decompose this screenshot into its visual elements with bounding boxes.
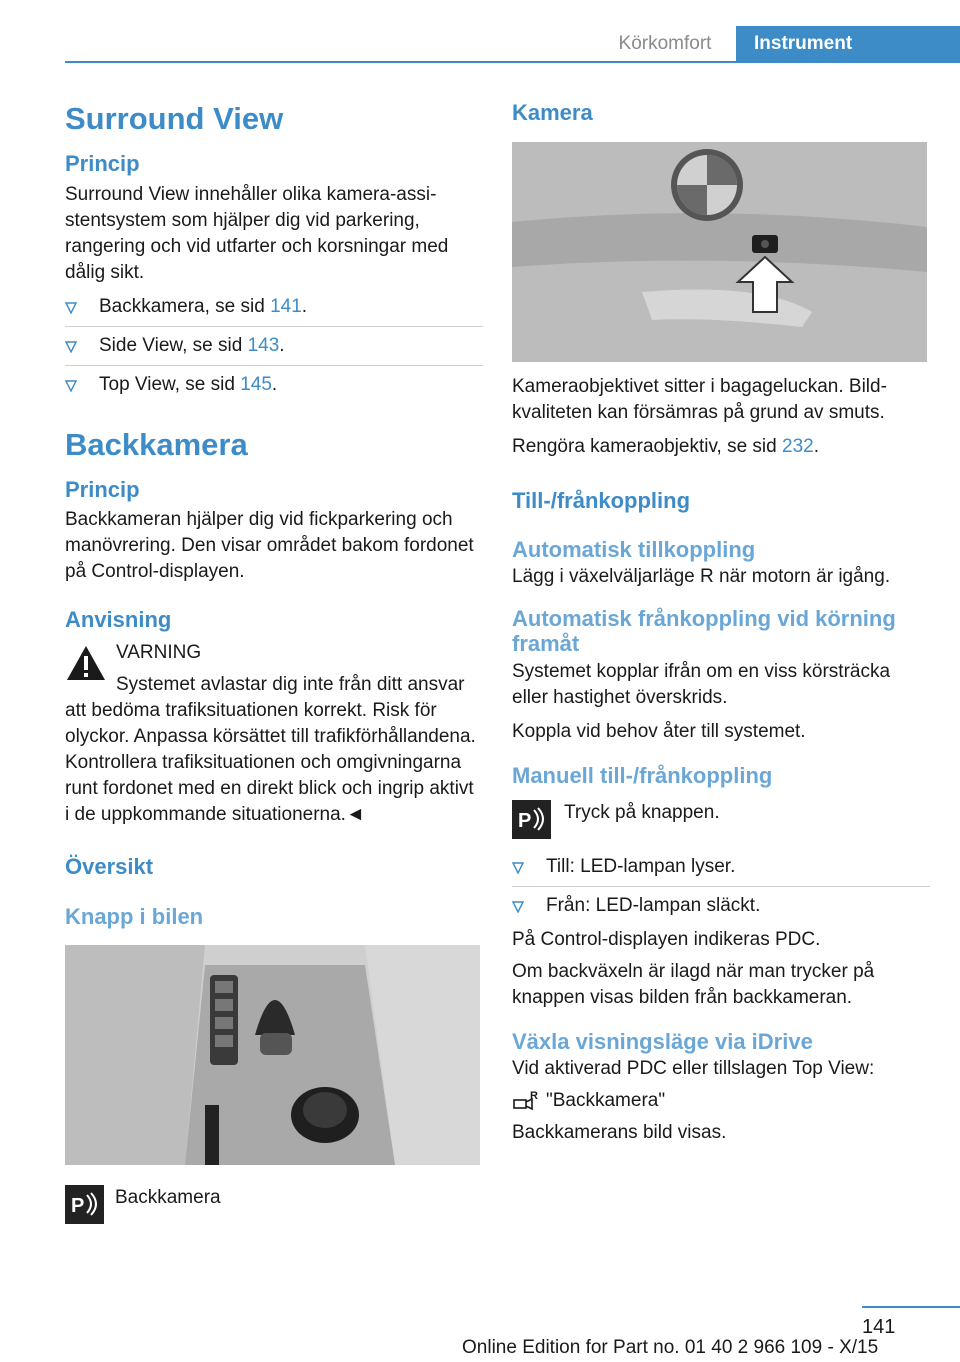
left-column	[65, 96, 483, 1225]
footer-divider	[862, 1306, 960, 1308]
heading-princip-2: Princip	[65, 476, 140, 502]
button-caption: Backkamera	[115, 1187, 221, 1209]
auto-fran-text: Systemet kopplar ifrån om en viss körsträcka eller hastighet överskrids.	[512, 660, 891, 708]
list-item-end: .	[271, 373, 278, 395]
tailgate-camera-photo	[512, 142, 927, 362]
led-status-list	[512, 854, 930, 925]
menu-item-row	[512, 1088, 930, 1114]
button-row	[65, 1185, 483, 1225]
triangle-bullet-icon	[65, 302, 77, 314]
triangle-bullet-icon	[512, 901, 524, 913]
auto-till-text: Lägg i växelväljarläge R när motorn är igång.	[512, 566, 891, 588]
heading-manuell: Manuell till-/frånkoppling	[512, 762, 773, 788]
svg-text:P: P	[518, 809, 532, 832]
page-ref-link[interactable]: 145	[240, 373, 272, 395]
clean-text: Rengöra kameraobjektiv, se sid	[512, 436, 782, 458]
manual-text: Tryck på knappen.	[564, 801, 720, 823]
park-assist-button-icon[interactable]	[65, 1185, 104, 1224]
list-item-text: Side View, se sid	[99, 334, 248, 356]
heading-automatisk-tillkoppling: Automatisk tillkoppling	[512, 536, 756, 562]
heading-idrive: Växla visningsläge via iDrive	[512, 1028, 813, 1054]
list-item	[65, 372, 483, 404]
surround-view-list	[65, 294, 483, 404]
photo-caption: Kameraobjektivet sitter i bagageluckan. Bildkvaliteten kan försämras på grund av smuts.	[512, 376, 887, 424]
triangle-bullet-icon	[512, 862, 524, 874]
list-item-text: Backkamera, se sid	[99, 295, 271, 317]
heading-princip: Princip	[65, 151, 140, 177]
park-assist-button-icon[interactable]	[512, 800, 551, 839]
heading-till-frankoppling: Till-/frånkoppling	[512, 488, 691, 514]
heading-kamera: Kamera	[512, 100, 593, 125]
tab-korkomfort[interactable]: Körkomfort	[618, 33, 712, 54]
list-item	[65, 333, 483, 366]
final-text: Backkamerans bild visas.	[512, 1122, 727, 1144]
heading-knapp-i-bilen: Knapp i bilen	[65, 903, 204, 929]
console-illustration	[65, 945, 480, 1165]
manual-button-row	[512, 800, 930, 844]
reverse-text: Om backväxeln är ilagd när man trycker på knappen visas bilden från backkameran.	[512, 960, 875, 1008]
warning-label: VARNING	[116, 641, 202, 663]
camera-menu-icon	[512, 1088, 542, 1114]
right-column	[512, 100, 930, 1146]
list-item	[512, 854, 930, 887]
page-ref-link[interactable]: 232	[782, 436, 814, 458]
auto-fran-text-2: Koppla vid behov åter till systemet.	[512, 720, 806, 742]
footer-edition: Online Edition for Part no. 01 40 2 966 109 - X/15	[462, 1337, 879, 1358]
heading-anvisning: Anvisning	[65, 607, 172, 633]
page-header	[0, 0, 960, 62]
warning-text: att bedöma trafiksituationen korrekt. Risk för olyckor. Anpassa körsättet till trafikförhållandena. Kontrollera trafiksituationen och omgivningarna runt fordonet med en direkt blick och ingrip aktivt i de uppkommande situationerna.◄	[65, 699, 476, 825]
clean-camera-text	[512, 434, 930, 460]
triangle-bullet-icon	[65, 341, 77, 353]
pdc-text: På Control-displayen indikeras PDC.	[512, 928, 821, 950]
backkamera-principle-text: Backkameran hjälper dig vid fickparkering och manövrering. Den visar området bakom fordonet på Control-displayen.	[65, 509, 474, 583]
warning-first-line: Systemet avlastar dig inte från ditt ansvar	[116, 673, 465, 695]
list-item	[512, 893, 930, 925]
list-item-end: .	[301, 295, 308, 317]
section-title-surround-view: Surround View	[65, 101, 284, 136]
warning-block	[65, 640, 483, 828]
svg-text:P: P	[71, 1195, 85, 1218]
svg-text:R: R	[530, 1090, 538, 1103]
heading-automatisk-frankoppling: Automatisk frånkoppling vid körning framåt	[512, 606, 896, 657]
menu-item-backkamera[interactable]: "Backkamera"	[546, 1090, 666, 1112]
tab-instrument[interactable]: Instrument	[736, 26, 960, 62]
tailgate-illustration	[512, 142, 927, 362]
page-ref-link[interactable]: 141	[270, 295, 302, 317]
list-item-text: Från: LED-lampan släckt.	[546, 894, 761, 916]
page-ref-link[interactable]: 143	[247, 334, 280, 356]
heading-oversikt: Översikt	[65, 853, 154, 879]
page-number: 141	[862, 1316, 896, 1338]
idrive-text: Vid aktiverad PDC eller tillslagen Top View:	[512, 1058, 875, 1080]
list-item-end: .	[279, 334, 285, 356]
list-item	[65, 294, 483, 327]
header-divider	[65, 61, 960, 63]
warning-triangle-icon	[65, 644, 107, 682]
principle-text: Surround View innehåller olika kamera-assistentsystem som hjälper dig vid parkering, rangering och vid utfarter och korsningar med dålig sikt.	[65, 183, 449, 283]
list-item-text: Top View, se sid	[99, 373, 241, 395]
triangle-bullet-icon	[65, 380, 77, 392]
clean-end: .	[813, 436, 819, 458]
list-item-text: Till: LED-lampan lyser.	[546, 855, 736, 877]
interior-console-photo	[65, 945, 480, 1165]
section-title-backkamera: Backkamera	[65, 426, 248, 462]
